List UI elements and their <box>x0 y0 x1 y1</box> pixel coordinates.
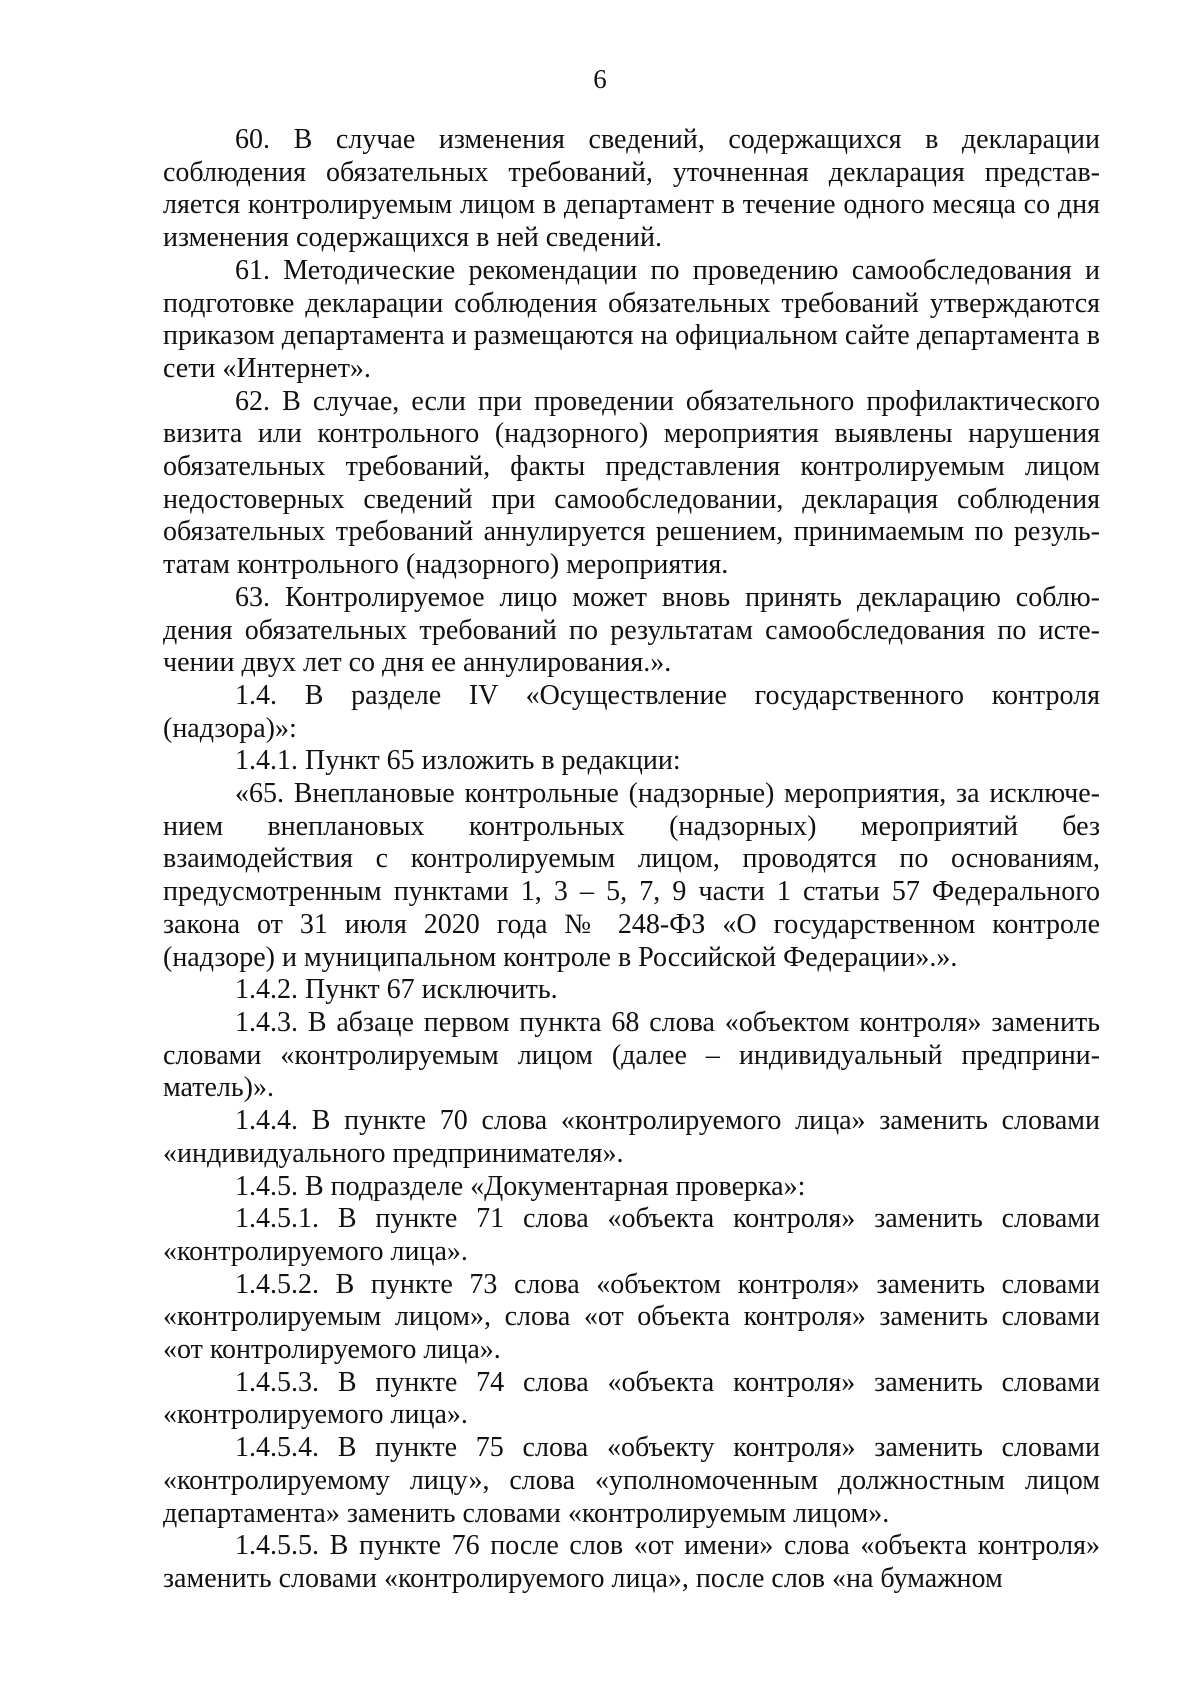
paragraph-1-4-1: 1.4.1. Пункт 65 изложить в редакции: <box>235 745 681 777</box>
paragraph-1-4: 1.4. В разделе IV «Осуществление государственного контроля (надзора)»: <box>163 679 1100 744</box>
paragraph-61: 61. Методические рекомендации по проведению самообследования и подготовке декларации соблюдения обязательных требований утверждаются приказом департамента и размещаются на официальном сайте департамента в сети «Интернет». <box>163 254 1100 384</box>
page-number: 6 <box>593 64 607 94</box>
paragraph-1-4-5: 1.4.5. В подразделе «Документарная проверка»: <box>235 1170 806 1202</box>
paragraph-65-quote: «65. Внеплановые контрольные (надзорные) мероприятия, за исключением внеплановых контрольных (надзорных) мероприятий без взаимодействия с контролируемым лицом, проводятся по основаниям, предусмотренным пунктами 1, 3 – 5, 7, 9 части 1 статьи 57 Федерального закона от 31 июля 2020 года № 248-ФЗ «О государственном контроле (надзоре) и муниципальном контроле в Российской Федерации».». <box>163 778 1100 973</box>
document-body <box>163 124 1100 1596</box>
paragraph-60: 60. В случае изменения сведений, содержащихся в декларации соблюдения обязательных требований, уточненная декларация представляется контролируемым лицом в департамент в течение одного месяца со дня изменения содержащихся в ней сведений. <box>163 124 1100 254</box>
paragraph-1-4-5-2: 1.4.5.2. В пункте 73 слова «объектом контроля» заменить словами «контролируемым лицом», слова «от объекта контроля» заменить словами «от контролируемого лица». <box>163 1268 1100 1366</box>
paragraph-62: 62. В случае, если при проведении обязательного профилактического визита или контрольного (надзорного) мероприятия выявлены нарушения обязательных требований, факты представления контролируемым лицом недостоверных сведений при самообследовании, декларация соблюдения обязательных требований аннулируется решением, принимаемым по результатам контрольного (надзорного) мероприятия. <box>163 385 1100 581</box>
paragraph-1-4-5-4: 1.4.5.4. В пункте 75 слова «объекту контроля» заменить словами «контролируемому лицу», слова «уполномоченным должностным лицом департамента» заменить словами «контролируемым лицом». <box>163 1432 1100 1529</box>
paragraph-1-4-4: 1.4.4. В пункте 70 слова «контролируемого лица» заменить словами «индивидуального предпринимателя». <box>163 1105 1100 1169</box>
paragraph-1-4-5-5: 1.4.5.5. В пункте 76 после слов «от имени» слова «объекта контроля» заменить словами «контролируемого лица», после слов «на бумажном <box>163 1530 1100 1594</box>
paragraph-1-4-2: 1.4.2. Пункт 67 исключить. <box>235 974 558 1006</box>
paragraph-1-4-3: 1.4.3. В абзаце первом пункта 68 слова «объектом контроля» заменить словами «контролируемым лицом (далее – индивидуальный предприниматель)». <box>163 1006 1100 1104</box>
paragraph-63: 63. Контролируемое лицо может вновь принять декларацию соблюдения обязательных требований по результатам самообследования по истечении двух лет со дня ее аннулирования.». <box>163 581 1100 679</box>
paragraph-1-4-5-1: 1.4.5.1. В пункте 71 слова «объекта контроля» заменить словами «контролируемого лица». <box>163 1203 1100 1267</box>
paragraph-1-4-5-3: 1.4.5.3. В пункте 74 слова «объекта контроля» заменить словами «контролируемого лица». <box>163 1366 1100 1431</box>
